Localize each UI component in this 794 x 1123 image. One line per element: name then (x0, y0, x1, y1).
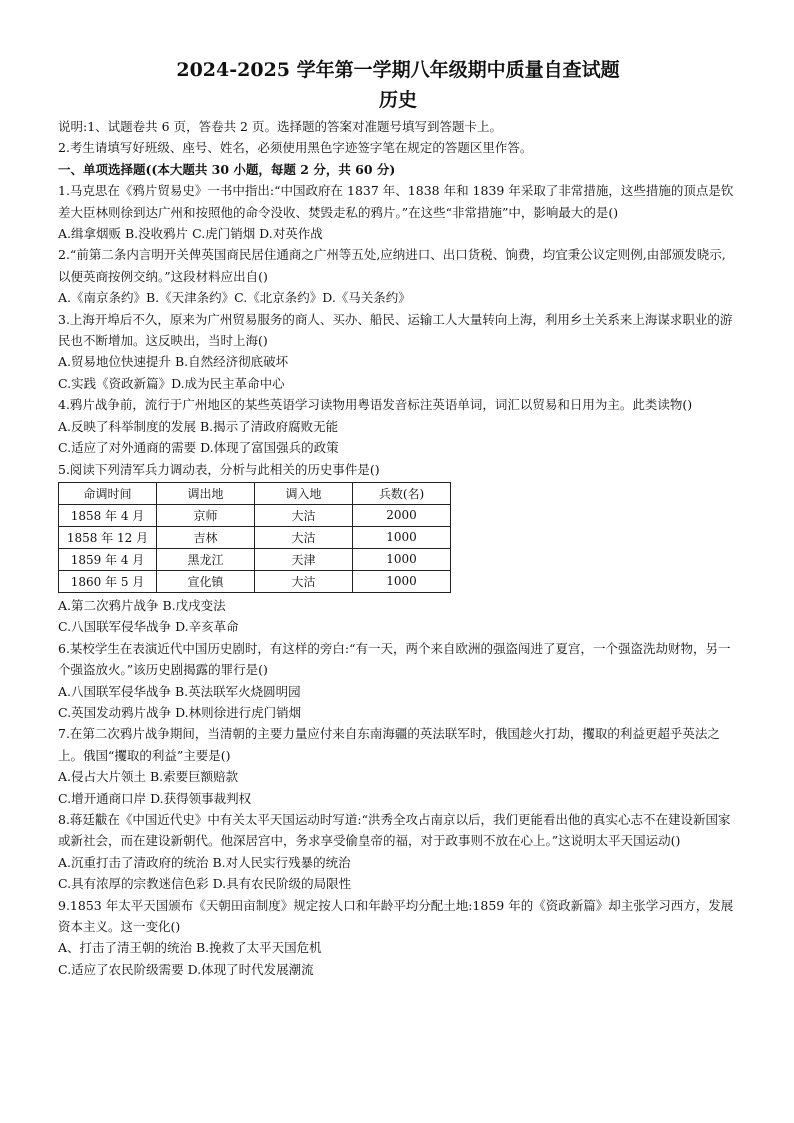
question-options: C.英国发动鸦片战争 D.林则徐进行虎门销烟 (58, 704, 302, 720)
table-row (59, 504, 451, 526)
question-options: C.适应了农民阶级需要 D.体现了时代发展潮流 (58, 961, 314, 977)
table-cell: 大沽 (255, 570, 353, 592)
question-options: A.反映了科举制度的发展 B.揭示了清政府腐败无能 (58, 418, 339, 434)
exam-page (58, 58, 738, 980)
question-8 (58, 809, 738, 895)
table-cell: 1000 (353, 570, 451, 592)
table-row (59, 548, 451, 570)
table-row (59, 570, 451, 592)
question-9 (58, 895, 738, 981)
exam-subject: 历史 (378, 89, 417, 111)
question-stem: 7.在第二次鸦片战争期间，当清朝的主要力量应付来自东南海疆的英法联军时，俄国趁火打劫，攫取的利益更超乎英法之上。俄国“攫取的利益”主要是() (58, 726, 720, 763)
question-2 (58, 244, 738, 308)
question-stem: 4.鸦片战争前，流行于广州地区的某些英语学习读物用粤语发音标注英语单词，词汇以贸易和日用为主。此类读物() (58, 397, 693, 413)
table-cell: 2000 (353, 504, 451, 526)
table-header: 调入地 (255, 482, 353, 504)
table-header: 兵数(名) (353, 482, 451, 504)
exam-title: 2024-2025 学年第一学期八年级期中质量自查试题 (176, 59, 620, 81)
question-stem: 1.马克思在《鸦片贸易史》一书中指出:“中国政府在 1837 年、1838 年和 1839 年采取了非常措施，这些措施的顶点是钦差大臣林则徐到达广州和按照他的命令没收、焚毁走私的鸦片。”在这些“非常措施”中，影响最大的是() (58, 183, 734, 220)
question-3 (58, 309, 738, 395)
question-6 (58, 638, 738, 724)
question-stem: 8.蒋廷黻在《中国近代史》中有关太平天国运动时写道:“洪秀全攻占南京以后，我们更能看出他的真实心志不在建设新国家或新社会，而在建设新朝代。他深居宫中，务求享受偷皇帝的福，对于政事则不放在心上。”这说明太平天国运动() (58, 811, 731, 849)
question-stem: 6.某校学生在表演近代中国历史剧时，有这样的旁白:“有一天，两个来自欧洲的强盗闯进了夏宫，一个强盗洗劫财物，另一个强盗放火。”该历史剧揭露的罪行是() (58, 640, 731, 678)
question-stem: 9.1853 年太平天国颁布《天朝田亩制度》规定按人口和年龄平均分配土地:1859 年的《资政新篇》却主张学习西方，发展资本主义。这一变化() (58, 897, 734, 934)
question-stem: 5.阅读下列清军兵力调动表，分析与此相关的历史事件是() (58, 461, 380, 477)
question-stem: 2.“前第二条内言明开关俾英国商民居住通商之广州等五处,应纳进口、出口货税、饷费，均宜秉公议定则例,由部颁发晓示,以便英商按例交纳。”这段材料应出自() (58, 247, 726, 284)
table-cell: 吉林 (157, 526, 255, 548)
question-options: A、打击了清王朝的统治 B.挽救了太平天国危机 (58, 940, 322, 956)
table-row (59, 526, 451, 548)
table-cell: 1000 (353, 548, 451, 570)
instruction-line: 2.考生请填写好班级、座号、姓名，必须使用黑色字迹签字笔在规定的答题区里作答。 (58, 140, 533, 156)
table-cell: 黑龙江 (157, 548, 255, 570)
question-options: C.增开通商口岸 D.获得领事裁判权 (58, 790, 252, 806)
table-cell: 京师 (157, 504, 255, 526)
question-1 (58, 180, 738, 244)
table-header-row (59, 482, 451, 504)
question-4 (58, 394, 738, 458)
table-cell: 1000 (353, 526, 451, 548)
question-options: C.具有浓厚的宗教迷信色彩 D.具有农民阶级的局限性 (58, 876, 352, 892)
section-heading: 一、单项选择题((本大题共 30 小题，每题 2 分，共 60 分) (58, 161, 396, 177)
troop-table (58, 482, 451, 593)
question-options: A.沉重打击了清政府的统治 B.对人民实行残暴的统治 (58, 854, 351, 870)
table-cell: 1859 年 4 月 (59, 548, 157, 570)
question-options: A.第二次鸦片战争 B.戊戌变法 (58, 597, 226, 613)
question-options: C.八国联军侵华战争 D.辛亥革命 (58, 619, 239, 635)
table-cell: 大沽 (255, 526, 353, 548)
instruction-line: 说明:1、试题卷共 6 页，答卷共 2 页。选择题的答案对准题号填写到答题卡上。 (58, 119, 502, 134)
table-cell: 天津 (255, 548, 353, 570)
question-options: A.《南京条约》B.《天津条约》C.《北京条约》D.《马关条约》 (58, 290, 411, 306)
question-stem: 3.上海开埠后不久，原来为广州贸易服务的商人、买办、船民、运输工人大量转向上海，利用乡土关系来上海谋求职业的游民也不断增加。这反映出，当时上海() (58, 311, 733, 349)
question-7 (58, 723, 738, 809)
question-options: A.缉拿烟贩 B.没收鸦片 C.虎门销烟 D.对英作战 (58, 226, 323, 242)
table-cell: 1858 年 4 月 (59, 504, 157, 526)
question-options: A.侵占大片领土 B.索要巨额赔款 (58, 769, 239, 785)
question-options: C.适应了对外通商的需要 D.体现了富国强兵的政策 (58, 440, 339, 456)
question-5 (58, 459, 738, 638)
table-cell: 1858 年 12 月 (59, 526, 157, 548)
question-options: A.八国联军侵华战争 B.英法联军火烧圆明园 (58, 683, 301, 699)
table-cell: 宣化镇 (157, 570, 255, 592)
table-cell: 大沽 (255, 504, 353, 526)
table-header: 命调时间 (59, 482, 157, 504)
table-header: 调出地 (157, 482, 255, 504)
table-cell: 1860 年 5 月 (59, 570, 157, 592)
question-options: C.实践《资政新篇》D.成为民主革命中心 (58, 375, 285, 391)
question-options: A.贸易地位快速提升 B.自然经济彻底破坏 (58, 354, 289, 370)
